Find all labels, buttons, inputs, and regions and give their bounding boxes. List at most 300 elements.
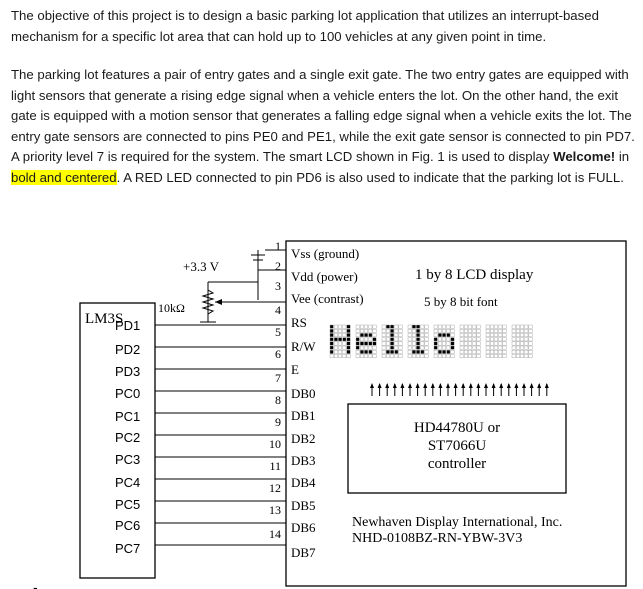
- lcd-pixel-off: [520, 346, 523, 349]
- lcd-pixel-off: [421, 354, 424, 357]
- lcd-pixel-on: [438, 333, 441, 336]
- pin-number: 6: [275, 347, 281, 361]
- lcd-pixel-off: [477, 350, 480, 353]
- lcd-pixel-off: [343, 346, 346, 349]
- lcd-pixel-on: [421, 350, 424, 353]
- lcd-pixel-off: [421, 338, 424, 341]
- lcd-pixel-off: [460, 342, 463, 345]
- description-text-end: . A RED LED connected to pin PD6 is also used to indicate that the parking lot is FULL.: [116, 169, 624, 185]
- bus-arrow-icon: [507, 383, 511, 388]
- lcd-pixel-off: [395, 338, 398, 341]
- lcd-pixel-off: [464, 338, 467, 341]
- bus-arrow-icon: [400, 383, 404, 388]
- lcd-pixel-on: [438, 350, 441, 353]
- lcd-pixel-off: [356, 333, 359, 336]
- controller-line1: HD44780U or: [413, 420, 501, 436]
- lcd-pixel-off: [525, 346, 528, 349]
- bus-arrow-icon: [492, 383, 496, 388]
- lcd-pin-label: E: [291, 362, 299, 377]
- lcd-pixel-off: [442, 325, 445, 328]
- lcd-pixel-off: [477, 346, 480, 349]
- lcd-pixel-off: [369, 329, 372, 332]
- bus-arrow-icon: [423, 383, 427, 388]
- lcd-character-cells: [330, 325, 532, 358]
- lcd-pixel-off: [447, 325, 450, 328]
- footer-mark: -: [33, 579, 38, 589]
- lcd-pixel-off: [382, 333, 385, 336]
- bus-arrow-icon: [438, 383, 442, 388]
- lcd-pixel-off: [399, 342, 402, 345]
- lcd-pixel-off: [468, 333, 471, 336]
- pin-number: 1: [275, 239, 281, 253]
- lcd-pixel-off: [338, 350, 341, 353]
- lcd-pixel-on: [386, 350, 389, 353]
- lcd-pin-label: Vss (ground): [291, 246, 360, 261]
- lcd-pixel-off: [464, 350, 467, 353]
- lcd-pixel-on: [347, 346, 350, 349]
- lcd-pixel-off: [490, 338, 493, 341]
- lcd-pixel-on: [347, 342, 350, 345]
- lcd-pixel-off: [412, 342, 415, 345]
- lcd-pixel-off: [460, 350, 463, 353]
- bus-arrow-icon: [469, 383, 473, 388]
- pin-number: 7: [275, 371, 281, 385]
- lcd-pixel-off: [395, 329, 398, 332]
- bus-arrow-icon: [370, 383, 374, 388]
- lcd-pixel-on: [347, 338, 350, 341]
- lcd-pixel-off: [499, 338, 502, 341]
- lcd-pixel-off: [529, 346, 532, 349]
- lcd-pixel-off: [373, 350, 376, 353]
- mcu-label: LM3S: [85, 311, 124, 327]
- lcd-pixel-off: [477, 325, 480, 328]
- lcd-pixel-off: [512, 350, 515, 353]
- lcd-pixel-off: [512, 342, 515, 345]
- lcd-pixel-off: [334, 346, 337, 349]
- lcd-pixel-off: [343, 325, 346, 328]
- lcd-pixel-off: [499, 346, 502, 349]
- lcd-pixel-off: [494, 342, 497, 345]
- lcd-pixel-off: [464, 333, 467, 336]
- lcd-pixel-off: [464, 346, 467, 349]
- lcd-pixel-off: [438, 342, 441, 345]
- lcd-pixel-off: [408, 338, 411, 341]
- pin-number: 13: [269, 503, 281, 517]
- pin-number: 11: [269, 459, 281, 473]
- lcd-pixel-off: [442, 354, 445, 357]
- lcd-pixel-off: [373, 333, 376, 336]
- lcd-pixel-on: [416, 350, 419, 353]
- lcd-pixel-off: [512, 346, 515, 349]
- lcd-pixel-off: [464, 325, 467, 328]
- lcd-pixel-off: [442, 329, 445, 332]
- lcd-pixel-off: [525, 338, 528, 341]
- lcd-pixel-off: [468, 346, 471, 349]
- lcd-pin-label: DB6: [291, 520, 316, 535]
- bus-arrow-icon: [431, 383, 435, 388]
- lcd-pixel-off: [529, 338, 532, 341]
- lcd-pixel-off: [473, 329, 476, 332]
- lcd-pixel-off: [494, 333, 497, 336]
- lcd-pixel-on: [416, 329, 419, 332]
- mcu-pin-label: PC1: [115, 409, 141, 424]
- lcd-pixel-off: [382, 350, 385, 353]
- lcd-pixel-off: [503, 342, 506, 345]
- lcd-pixel-off: [486, 350, 489, 353]
- lcd-pixel-off: [447, 329, 450, 332]
- lcd-pixel-off: [360, 325, 363, 328]
- lcd-pixel-off: [442, 338, 445, 341]
- lcd-pixel-on: [386, 325, 389, 328]
- lcd-pixel-off: [477, 354, 480, 357]
- lcd-pixel-off: [343, 342, 346, 345]
- lcd-pixel-on: [416, 338, 419, 341]
- lcd-pixel-off: [451, 329, 454, 332]
- lcd-pixel-off: [338, 325, 341, 328]
- lcd-pixel-off: [360, 338, 363, 341]
- lcd-pixel-off: [520, 342, 523, 345]
- lcd-pixel-on: [330, 325, 333, 328]
- lcd-title: 1 by 8 LCD display: [415, 267, 534, 283]
- lcd-pixel-off: [447, 342, 450, 345]
- lcd-pixel-off: [356, 350, 359, 353]
- lcd-pixel-off: [395, 342, 398, 345]
- lcd-pixel-on: [334, 338, 337, 341]
- description-paragraph: [11, 65, 635, 188]
- highlighted-text: bold and centered: [11, 169, 117, 185]
- lcd-pixel-off: [525, 333, 528, 336]
- lcd-pixel-off: [360, 354, 363, 357]
- pin-number: 12: [269, 481, 281, 495]
- bus-arrow-icon: [385, 383, 389, 388]
- mcu-pin-label: PC3: [115, 452, 141, 467]
- mcu-pin-label: PC4: [115, 475, 141, 490]
- lcd-pixel-off: [364, 325, 367, 328]
- lcd-pixel-off: [399, 338, 402, 341]
- lcd-pixel-off: [503, 338, 506, 341]
- lcd-pixel-off: [460, 333, 463, 336]
- lcd-pin-label: Vdd (power): [291, 269, 358, 284]
- lcd-pixel-off: [447, 338, 450, 341]
- lcd-pixel-off: [408, 350, 411, 353]
- bus-arrow-icon: [530, 383, 534, 388]
- lcd-pixel-off: [395, 325, 398, 328]
- lcd-pixel-off: [525, 354, 528, 357]
- lcd-pixel-off: [343, 354, 346, 357]
- bus-arrows: [370, 383, 549, 396]
- lcd-pixel-off: [408, 354, 411, 357]
- supply-label: +3.3 V: [183, 259, 219, 274]
- lcd-pixel-off: [347, 354, 350, 357]
- bus-arrow-icon: [514, 383, 518, 388]
- lcd-font: 5 by 8 bit font: [424, 294, 498, 309]
- bus-arrow-icon: [461, 383, 465, 388]
- lcd-pin-label: DB0: [291, 386, 316, 401]
- lcd-pixel-on: [416, 342, 419, 345]
- lcd-pixel-off: [451, 333, 454, 336]
- lcd-pixel-off: [386, 338, 389, 341]
- lcd-pixel-off: [494, 329, 497, 332]
- lcd-pixel-on: [338, 338, 341, 341]
- lcd-pixel-off: [382, 354, 385, 357]
- lcd-pixel-off: [356, 325, 359, 328]
- lcd-pixel-off: [373, 346, 376, 349]
- lcd-pixel-off: [477, 342, 480, 345]
- pin-number: 2: [275, 259, 281, 273]
- lcd-pixel-off: [338, 354, 341, 357]
- lcd-pixel-on: [390, 350, 393, 353]
- lcd-pixel-off: [525, 329, 528, 332]
- lcd-pixel-on: [330, 329, 333, 332]
- lcd-pixel-off: [434, 350, 437, 353]
- lcd-pixel-on: [395, 350, 398, 353]
- lcd-pixel-off: [425, 346, 428, 349]
- lcd-pixel-off: [494, 338, 497, 341]
- lcd-pixel-off: [395, 346, 398, 349]
- bus-arrow-icon: [537, 383, 541, 388]
- lcd-pixel-off: [494, 346, 497, 349]
- lcd-pixel-off: [451, 350, 454, 353]
- mcu-pin-label: PC5: [115, 497, 141, 512]
- lcd-pixel-off: [412, 338, 415, 341]
- bus-arrow-icon: [393, 383, 397, 388]
- lcd-pixel-off: [516, 350, 519, 353]
- lcd-pixel-off: [425, 350, 428, 353]
- lcd-pixel-on: [364, 350, 367, 353]
- lcd-pixel-off: [468, 325, 471, 328]
- lcd-pixel-off: [468, 338, 471, 341]
- bus-arrow-icon: [476, 383, 480, 388]
- lcd-pixel-off: [369, 338, 372, 341]
- lcd-pixel-on: [390, 338, 393, 341]
- lcd-pixel-off: [434, 329, 437, 332]
- bus-arrow-icon: [446, 383, 450, 388]
- lcd-pixel-off: [421, 329, 424, 332]
- lcd-pixel-off: [473, 354, 476, 357]
- lcd-pixel-off: [373, 354, 376, 357]
- lcd-pixel-on: [330, 342, 333, 345]
- lcd-pixel-off: [529, 325, 532, 328]
- lcd-pixel-off: [499, 342, 502, 345]
- lcd-pixel-off: [399, 346, 402, 349]
- bus-arrow-icon: [484, 383, 488, 388]
- lcd-pixel-off: [373, 329, 376, 332]
- lcd-pixel-off: [490, 350, 493, 353]
- manufacturer: Newhaven Display International, Inc.: [352, 515, 563, 530]
- pin-layer: [115, 239, 364, 560]
- lcd-pixel-off: [364, 354, 367, 357]
- lcd-pixel-off: [386, 342, 389, 345]
- lcd-pixel-off: [421, 346, 424, 349]
- pin-number: 4: [275, 303, 281, 317]
- lcd-pixel-off: [512, 333, 515, 336]
- bus-arrow-icon: [378, 383, 382, 388]
- pin-number: 8: [275, 393, 281, 407]
- lcd-pixel-off: [486, 354, 489, 357]
- lcd-pin-label: DB3: [291, 453, 316, 468]
- lcd-pixel-off: [499, 333, 502, 336]
- lcd-pixel-on: [330, 346, 333, 349]
- lcd-pixel-off: [412, 333, 415, 336]
- bus-arrow-icon: [454, 383, 458, 388]
- lcd-pixel-off: [364, 346, 367, 349]
- lcd-pixel-off: [442, 342, 445, 345]
- lcd-pixel-off: [416, 354, 419, 357]
- lcd-pixel-off: [477, 338, 480, 341]
- lcd-pixel-off: [477, 329, 480, 332]
- lcd-pixel-off: [364, 329, 367, 332]
- lcd-pixel-off: [460, 354, 463, 357]
- lcd-pixel-on: [360, 342, 363, 345]
- intro-paragraph: The objective of this project is to design a basic parking lot application that utilizes an interrupt-based mechanism for a specific lot area that can hold up to 100 vehicles at any given point in time.: [11, 8, 599, 44]
- pin-number: 10: [269, 437, 281, 451]
- bus-arrow-icon: [408, 383, 412, 388]
- lcd-pixel-off: [503, 329, 506, 332]
- lcd-pixel-off: [399, 350, 402, 353]
- lcd-pixel-on: [451, 346, 454, 349]
- lcd-pixel-off: [412, 346, 415, 349]
- lcd-pixel-off: [490, 329, 493, 332]
- lcd-pixel-on: [330, 333, 333, 336]
- lcd-pixel-off: [438, 329, 441, 332]
- lcd-pixel-off: [503, 325, 506, 328]
- lcd-pin-label: DB7: [291, 545, 316, 560]
- lcd-pin-label: RS: [291, 315, 307, 330]
- lcd-pixel-off: [468, 342, 471, 345]
- lcd-pixel-on: [369, 350, 372, 353]
- lcd-pixel-off: [520, 329, 523, 332]
- lcd-pixel-off: [520, 333, 523, 336]
- lcd-pixel-off: [516, 338, 519, 341]
- lcd-pixel-off: [408, 346, 411, 349]
- lcd-pin-label: R/W: [291, 339, 316, 354]
- lcd-pin-label: DB5: [291, 498, 316, 513]
- lcd-pixel-off: [425, 338, 428, 341]
- lcd-pixel-off: [434, 354, 437, 357]
- lcd-pixel-off: [334, 350, 337, 353]
- lcd-pixel-off: [434, 333, 437, 336]
- lcd-pixel-off: [503, 354, 506, 357]
- controller-line2: ST7066U: [427, 438, 487, 454]
- lcd-pixel-off: [356, 354, 359, 357]
- lcd-pixel-off: [330, 354, 333, 357]
- lcd-pixel-off: [529, 342, 532, 345]
- lcd-pixel-off: [486, 329, 489, 332]
- bus-arrow-icon: [499, 383, 503, 388]
- lcd-pixel-off: [382, 338, 385, 341]
- lcd-pin-label: DB4: [291, 475, 316, 490]
- lcd-pixel-off: [503, 346, 506, 349]
- lcd-pixel-off: [382, 329, 385, 332]
- lcd-pixel-off: [516, 342, 519, 345]
- lcd-pixel-off: [520, 354, 523, 357]
- lcd-pixel-on: [343, 338, 346, 341]
- lcd-pixel-off: [468, 354, 471, 357]
- lcd-pixel-on: [390, 346, 393, 349]
- lcd-pixel-off: [525, 342, 528, 345]
- lcd-pixel-on: [330, 350, 333, 353]
- lcd-pixel-on: [442, 350, 445, 353]
- lcd-pixel-on: [416, 325, 419, 328]
- lcd-pixel-off: [421, 342, 424, 345]
- lcd-pixel-on: [451, 338, 454, 341]
- lcd-pixel-off: [364, 338, 367, 341]
- lcd-pixel-on: [369, 333, 372, 336]
- mcu-pin-label: PC0: [115, 386, 141, 401]
- lcd-pixel-off: [451, 325, 454, 328]
- lcd-pixel-off: [399, 333, 402, 336]
- lcd-pixel-off: [338, 342, 341, 345]
- lcd-pixel-on: [447, 333, 450, 336]
- lcd-pixel-off: [529, 354, 532, 357]
- lcd-pixel-off: [516, 354, 519, 357]
- lcd-pixel-off: [525, 325, 528, 328]
- lcd-pixel-off: [499, 325, 502, 328]
- lcd-pixel-off: [399, 325, 402, 328]
- lcd-pixel-on: [364, 342, 367, 345]
- lcd-pixel-off: [386, 346, 389, 349]
- lcd-pixel-on: [347, 329, 350, 332]
- lcd-pixel-off: [338, 346, 341, 349]
- lcd-pixel-off: [499, 350, 502, 353]
- lcd-pixel-on: [390, 325, 393, 328]
- lcd-pixel-off: [408, 333, 411, 336]
- lcd-pixel-off: [382, 346, 385, 349]
- lcd-pixel-off: [473, 333, 476, 336]
- pin-number: 9: [275, 415, 281, 429]
- mcu-pin-label: PD2: [115, 342, 141, 357]
- lcd-pixel-off: [512, 354, 515, 357]
- description-text-in: in: [615, 149, 630, 164]
- lcd-pixel-on: [356, 338, 359, 341]
- lcd-wiring-diagram: [0, 215, 643, 589]
- lcd-pixel-off: [490, 346, 493, 349]
- lcd-pixel-off: [512, 329, 515, 332]
- lcd-pixel-on: [373, 342, 376, 345]
- lcd-pixel-off: [447, 354, 450, 357]
- part-number: NHD-0108BZ-RN-YBW-3V3: [352, 531, 523, 546]
- lcd-pixel-off: [421, 333, 424, 336]
- lcd-pixel-on: [434, 338, 437, 341]
- lcd-pixel-off: [499, 329, 502, 332]
- lcd-pixel-on: [390, 342, 393, 345]
- lcd-pixel-on: [364, 333, 367, 336]
- lcd-pixel-off: [334, 333, 337, 336]
- lcd-pixel-on: [451, 342, 454, 345]
- pin-number: 5: [275, 325, 281, 339]
- lcd-pin-label: DB1: [291, 408, 316, 423]
- lcd-pixel-off: [464, 354, 467, 357]
- lcd-pixel-off: [503, 333, 506, 336]
- lcd-pixel-on: [390, 333, 393, 336]
- lcd-pixel-on: [412, 325, 415, 328]
- lcd-pixel-off: [399, 354, 402, 357]
- lcd-pixel-off: [334, 342, 337, 345]
- lcd-pixel-on: [412, 350, 415, 353]
- lcd-pin-label: DB2: [291, 431, 316, 446]
- lcd-pixel-off: [356, 329, 359, 332]
- lcd-pixel-off: [477, 333, 480, 336]
- lcd-pixel-off: [468, 350, 471, 353]
- lcd-pixel-off: [369, 325, 372, 328]
- lcd-pixel-off: [494, 354, 497, 357]
- lcd-pin-label: Vee (contrast): [291, 291, 364, 306]
- lcd-pixel-off: [486, 338, 489, 341]
- lcd-pixel-off: [438, 325, 441, 328]
- lcd-pixel-off: [516, 333, 519, 336]
- lcd-pixel-off: [473, 338, 476, 341]
- lcd-pixel-on: [360, 333, 363, 336]
